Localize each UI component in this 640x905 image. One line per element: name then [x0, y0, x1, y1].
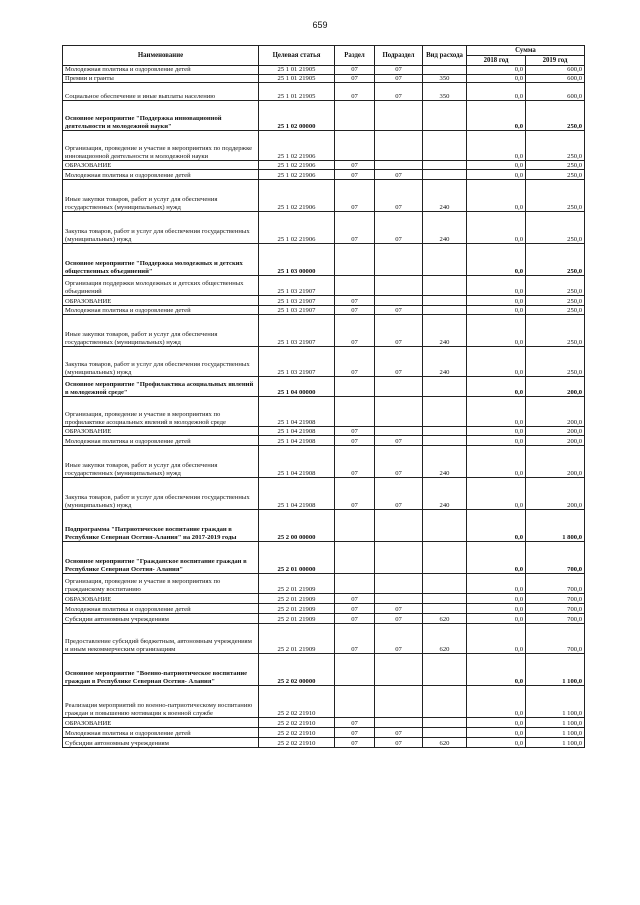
cell-section	[335, 542, 375, 574]
cell-subsection: 07	[375, 478, 423, 510]
cell-section	[335, 377, 375, 397]
cell-expense-type	[423, 276, 467, 296]
cell-expense-type	[423, 718, 467, 728]
cell-target-code: 25 1 02 21906	[259, 212, 335, 244]
cell-sum-2019: 700,0	[526, 614, 585, 624]
table-row	[63, 718, 585, 728]
cell-section	[335, 654, 375, 686]
cell-sum-2019: 1 100,0	[526, 654, 585, 686]
header-sum: Сумма	[467, 46, 585, 56]
cell-sum-2018: 0,0	[467, 74, 526, 83]
cell-expense-type	[423, 436, 467, 446]
cell-name: Молодежная политика и оздоровление детей	[63, 436, 259, 446]
cell-sum-2018: 0,0	[467, 427, 526, 436]
cell-name: Основное мероприятие "Профилактика асоциальных явлений в молодежной среде"	[63, 377, 259, 397]
cell-name: ОБРАЗОВАНИЕ	[63, 427, 259, 436]
cell-sum-2018: 0,0	[467, 542, 526, 574]
cell-section	[335, 276, 375, 296]
cell-name: ОБРАЗОВАНИЕ	[63, 594, 259, 604]
cell-sum-2018: 0,0	[467, 718, 526, 728]
cell-subsection: 07	[375, 170, 423, 180]
cell-sum-2018: 0,0	[467, 510, 526, 542]
cell-expense-type: 620	[423, 614, 467, 624]
cell-sum-2018: 0,0	[467, 66, 526, 75]
cell-name: Молодежная политика и оздоровление детей	[63, 66, 259, 75]
header-code: Целевая статья	[259, 46, 335, 66]
cell-section: 07	[335, 180, 375, 212]
cell-sum-2019: 1 100,0	[526, 738, 585, 748]
cell-sum-2019: 200,0	[526, 478, 585, 510]
cell-expense-type	[423, 377, 467, 397]
cell-section	[335, 131, 375, 161]
cell-name: Закупка товаров, работ и услуг для обеспечения государственных (муниципальных) нужд	[63, 478, 259, 510]
cell-subsection: 07	[375, 74, 423, 83]
cell-sum-2018: 0,0	[467, 624, 526, 654]
cell-expense-type	[423, 161, 467, 170]
cell-target-code: 25 2 01 00000	[259, 542, 335, 574]
cell-sum-2018: 0,0	[467, 83, 526, 101]
cell-subsection	[375, 244, 423, 276]
cell-expense-type	[423, 306, 467, 315]
cell-subsection	[375, 542, 423, 574]
cell-sum-2019: 700,0	[526, 604, 585, 614]
cell-expense-type: 350	[423, 74, 467, 83]
cell-expense-type: 240	[423, 347, 467, 377]
table-row	[63, 276, 585, 296]
cell-subsection: 07	[375, 212, 423, 244]
cell-name: Закупка товаров, работ и услуг для обеспечения государственных (муниципальных) нужд	[63, 347, 259, 377]
cell-section: 07	[335, 718, 375, 728]
table-row	[63, 377, 585, 397]
cell-target-code: 25 1 02 21906	[259, 180, 335, 212]
cell-section: 07	[335, 170, 375, 180]
cell-section: 07	[335, 614, 375, 624]
cell-sum-2018: 0,0	[467, 377, 526, 397]
table-row	[63, 347, 585, 377]
cell-expense-type	[423, 542, 467, 574]
cell-sum-2018: 0,0	[467, 244, 526, 276]
cell-name: Подпрограмма "Патриотическое воспитание граждан в Республике Северная Осетия-Алания" на 2017-2019 годы	[63, 510, 259, 542]
cell-section: 07	[335, 74, 375, 83]
cell-sum-2018: 0,0	[467, 161, 526, 170]
cell-expense-type: 240	[423, 478, 467, 510]
cell-subsection	[375, 296, 423, 306]
cell-subsection: 07	[375, 66, 423, 75]
cell-sum-2019: 250,0	[526, 296, 585, 306]
cell-sum-2019: 250,0	[526, 347, 585, 377]
table-row	[63, 74, 585, 83]
cell-sum-2018: 0,0	[467, 654, 526, 686]
cell-sum-2019: 200,0	[526, 446, 585, 478]
cell-sum-2018: 0,0	[467, 436, 526, 446]
cell-name: Основное мероприятие "Гражданское воспитание граждан в Республике Северная Осетия- Алания"	[63, 542, 259, 574]
cell-section	[335, 574, 375, 594]
cell-name: Закупка товаров, работ и услуг для обеспечения государственных (муниципальных) нужд	[63, 212, 259, 244]
cell-section	[335, 686, 375, 718]
cell-expense-type	[423, 131, 467, 161]
cell-sum-2019: 600,0	[526, 66, 585, 75]
cell-target-code: 25 1 04 21908	[259, 397, 335, 427]
table-body	[63, 66, 585, 748]
cell-subsection	[375, 654, 423, 686]
cell-expense-type	[423, 170, 467, 180]
cell-target-code: 25 1 03 21907	[259, 347, 335, 377]
cell-section: 07	[335, 66, 375, 75]
cell-subsection: 07	[375, 83, 423, 101]
cell-subsection	[375, 686, 423, 718]
table-header	[63, 46, 585, 66]
cell-sum-2018: 0,0	[467, 594, 526, 604]
cell-section: 07	[335, 427, 375, 436]
cell-section: 07	[335, 728, 375, 738]
header-section: Раздел	[335, 46, 375, 66]
table-row	[63, 427, 585, 436]
cell-target-code: 25 1 04 21908	[259, 436, 335, 446]
cell-target-code: 25 1 03 21907	[259, 296, 335, 306]
cell-sum-2019: 1 100,0	[526, 718, 585, 728]
cell-expense-type	[423, 397, 467, 427]
budget-table	[62, 45, 585, 748]
cell-section: 07	[335, 315, 375, 347]
table-row	[63, 131, 585, 161]
cell-target-code: 25 1 02 21906	[259, 161, 335, 170]
cell-sum-2019: 1 800,0	[526, 510, 585, 542]
cell-section: 07	[335, 446, 375, 478]
cell-sum-2018: 0,0	[467, 574, 526, 594]
cell-subsection	[375, 377, 423, 397]
cell-sum-2018: 0,0	[467, 614, 526, 624]
cell-expense-type: 240	[423, 315, 467, 347]
cell-expense-type: 240	[423, 180, 467, 212]
cell-sum-2019: 250,0	[526, 101, 585, 131]
cell-target-code: 25 1 03 21907	[259, 276, 335, 296]
table-row	[63, 738, 585, 748]
cell-name: ОБРАЗОВАНИЕ	[63, 296, 259, 306]
cell-name: Субсидии автономным учреждениям	[63, 738, 259, 748]
table-row	[63, 604, 585, 614]
cell-sum-2019: 250,0	[526, 315, 585, 347]
cell-section: 07	[335, 604, 375, 614]
cell-sum-2019: 250,0	[526, 180, 585, 212]
table-row	[63, 161, 585, 170]
cell-sum-2019: 600,0	[526, 74, 585, 83]
cell-name: Иные закупки товаров, работ и услуг для обеспечения государственных (муниципальных) нужд	[63, 315, 259, 347]
cell-expense-type: 240	[423, 212, 467, 244]
cell-target-code: 25 2 02 21910	[259, 718, 335, 728]
cell-sum-2019: 200,0	[526, 377, 585, 397]
cell-name: ОБРАЗОВАНИЕ	[63, 161, 259, 170]
cell-subsection: 07	[375, 614, 423, 624]
cell-sum-2018: 0,0	[467, 306, 526, 315]
cell-sum-2018: 0,0	[467, 276, 526, 296]
cell-target-code: 25 2 01 21909	[259, 594, 335, 604]
cell-sum-2019: 250,0	[526, 170, 585, 180]
cell-name: Организация, проведение и участие в мероприятиях по профилактике асоциальных явлений в молодежной среде	[63, 397, 259, 427]
cell-name: Организация поддержки молодежных и детских общественных объединений	[63, 276, 259, 296]
cell-subsection: 07	[375, 180, 423, 212]
cell-subsection: 07	[375, 306, 423, 315]
table-row	[63, 66, 585, 75]
cell-expense-type	[423, 101, 467, 131]
cell-name: Молодежная политика и оздоровление детей	[63, 306, 259, 315]
table-row	[63, 244, 585, 276]
cell-name: Организация, проведение и участие в мероприятиях по гражданскому воспитанию	[63, 574, 259, 594]
cell-subsection: 07	[375, 436, 423, 446]
cell-subsection: 07	[375, 315, 423, 347]
cell-sum-2019: 700,0	[526, 624, 585, 654]
table-row	[63, 542, 585, 574]
cell-sum-2018: 0,0	[467, 212, 526, 244]
cell-sum-2019: 250,0	[526, 306, 585, 315]
cell-name: Реализация мероприятий по военно-патриотическому воспитанию граждан и повышению мотивации к военной службе	[63, 686, 259, 718]
cell-section: 07	[335, 624, 375, 654]
header-subsection: Подраздел	[375, 46, 423, 66]
cell-target-code: 25 1 01 21905	[259, 66, 335, 75]
table-row	[63, 296, 585, 306]
cell-target-code: 25 1 01 21905	[259, 83, 335, 101]
header-vid: Вид расхода	[423, 46, 467, 66]
table-row	[63, 686, 585, 718]
cell-sum-2018: 0,0	[467, 315, 526, 347]
cell-section: 07	[335, 436, 375, 446]
table-row	[63, 728, 585, 738]
cell-target-code: 25 2 02 21910	[259, 728, 335, 738]
table-row	[63, 170, 585, 180]
cell-sum-2019: 1 100,0	[526, 686, 585, 718]
cell-subsection	[375, 427, 423, 436]
table-row	[63, 614, 585, 624]
table-row	[63, 306, 585, 315]
cell-name: ОБРАЗОВАНИЕ	[63, 718, 259, 728]
cell-sum-2018: 0,0	[467, 101, 526, 131]
table-row	[63, 101, 585, 131]
cell-subsection	[375, 161, 423, 170]
table-row	[63, 180, 585, 212]
cell-sum-2019: 600,0	[526, 83, 585, 101]
table-row	[63, 510, 585, 542]
cell-sum-2019: 250,0	[526, 276, 585, 296]
cell-target-code: 25 1 04 21908	[259, 478, 335, 510]
cell-sum-2018: 0,0	[467, 686, 526, 718]
cell-section	[335, 510, 375, 542]
cell-subsection	[375, 131, 423, 161]
cell-name: Основное мероприятие "Военно-патриотическое воспитание граждан в Республике Северная Осетия- Алания"	[63, 654, 259, 686]
cell-target-code: 25 2 00 00000	[259, 510, 335, 542]
cell-target-code: 25 2 01 21909	[259, 624, 335, 654]
cell-sum-2018: 0,0	[467, 728, 526, 738]
cell-target-code: 25 1 02 21906	[259, 170, 335, 180]
cell-expense-type	[423, 244, 467, 276]
cell-target-code: 25 2 02 21910	[259, 738, 335, 748]
cell-target-code: 25 1 02 00000	[259, 101, 335, 131]
cell-sum-2019: 700,0	[526, 574, 585, 594]
cell-sum-2018: 0,0	[467, 604, 526, 614]
table-row	[63, 83, 585, 101]
cell-section: 07	[335, 347, 375, 377]
header-name: Наименование	[63, 46, 259, 66]
cell-target-code: 25 2 01 21909	[259, 614, 335, 624]
cell-sum-2018: 0,0	[467, 446, 526, 478]
cell-sum-2018: 0,0	[467, 131, 526, 161]
cell-target-code: 25 1 03 00000	[259, 244, 335, 276]
cell-sum-2018: 0,0	[467, 738, 526, 748]
cell-expense-type	[423, 654, 467, 686]
cell-name: Организация, проведение и участие в мероприятиях по поддержке инновационной деятельности и молодежной науки	[63, 131, 259, 161]
cell-sum-2018: 0,0	[467, 347, 526, 377]
cell-expense-type: 620	[423, 738, 467, 748]
cell-target-code: 25 1 02 21906	[259, 131, 335, 161]
cell-subsection	[375, 101, 423, 131]
cell-sum-2019: 700,0	[526, 542, 585, 574]
cell-name: Иные закупки товаров, работ и услуг для обеспечения государственных (муниципальных) нужд	[63, 446, 259, 478]
cell-sum-2019: 200,0	[526, 397, 585, 427]
cell-target-code: 25 2 01 21909	[259, 574, 335, 594]
page-number: 659	[312, 20, 328, 30]
cell-sum-2018: 0,0	[467, 397, 526, 427]
cell-section	[335, 397, 375, 427]
cell-target-code: 25 2 02 21910	[259, 686, 335, 718]
cell-expense-type: 350	[423, 83, 467, 101]
cell-target-code: 25 2 01 21909	[259, 604, 335, 614]
cell-sum-2019: 250,0	[526, 131, 585, 161]
cell-section: 07	[335, 212, 375, 244]
cell-subsection: 07	[375, 624, 423, 654]
cell-subsection	[375, 397, 423, 427]
cell-section: 07	[335, 594, 375, 604]
cell-subsection: 07	[375, 347, 423, 377]
table-row	[63, 315, 585, 347]
cell-name: Молодежная политика и оздоровление детей	[63, 170, 259, 180]
cell-expense-type	[423, 427, 467, 436]
cell-subsection	[375, 718, 423, 728]
cell-subsection	[375, 574, 423, 594]
cell-name: Иные закупки товаров, работ и услуг для обеспечения государственных (муниципальных) нужд	[63, 180, 259, 212]
cell-subsection	[375, 594, 423, 604]
cell-subsection: 07	[375, 446, 423, 478]
cell-name: Молодежная политика и оздоровление детей	[63, 604, 259, 614]
cell-subsection: 07	[375, 604, 423, 614]
cell-sum-2019: 700,0	[526, 594, 585, 604]
cell-target-code: 25 1 04 21908	[259, 427, 335, 436]
header-2018: 2018 год	[467, 56, 526, 66]
cell-name: Социальное обеспечение и иные выплаты населению	[63, 83, 259, 101]
table-row	[63, 654, 585, 686]
cell-sum-2018: 0,0	[467, 478, 526, 510]
cell-expense-type	[423, 594, 467, 604]
table-row	[63, 574, 585, 594]
cell-expense-type: 620	[423, 624, 467, 654]
cell-target-code: 25 1 03 21907	[259, 315, 335, 347]
table-row	[63, 624, 585, 654]
table-row	[63, 397, 585, 427]
header-2019: 2019 год	[526, 56, 585, 66]
cell-target-code: 25 1 04 21908	[259, 446, 335, 478]
cell-section: 07	[335, 306, 375, 315]
cell-name: Премии и гранты	[63, 74, 259, 83]
cell-name: Предоставление субсидий бюджетным, автономным учреждениям и иным некоммерческим организациям	[63, 624, 259, 654]
cell-expense-type	[423, 728, 467, 738]
cell-expense-type	[423, 510, 467, 542]
cell-section: 07	[335, 83, 375, 101]
cell-sum-2019: 1 100,0	[526, 728, 585, 738]
cell-expense-type	[423, 574, 467, 594]
cell-subsection: 07	[375, 738, 423, 748]
cell-subsection	[375, 276, 423, 296]
cell-sum-2019: 250,0	[526, 161, 585, 170]
cell-section: 07	[335, 738, 375, 748]
cell-sum-2018: 0,0	[467, 296, 526, 306]
cell-sum-2019: 200,0	[526, 427, 585, 436]
table-row	[63, 212, 585, 244]
cell-target-code: 25 1 03 21907	[259, 306, 335, 315]
cell-name: Основное мероприятие "Поддержка молодежных и детских общественных объединений"	[63, 244, 259, 276]
cell-sum-2019: 250,0	[526, 244, 585, 276]
cell-name: Основное мероприятие "Поддержка инновационной деятельности и молодежной науки"	[63, 101, 259, 131]
cell-section	[335, 244, 375, 276]
cell-section: 07	[335, 478, 375, 510]
cell-expense-type	[423, 604, 467, 614]
cell-section: 07	[335, 296, 375, 306]
cell-expense-type: 240	[423, 446, 467, 478]
cell-sum-2018: 0,0	[467, 180, 526, 212]
cell-sum-2019: 250,0	[526, 212, 585, 244]
cell-target-code: 25 1 04 00000	[259, 377, 335, 397]
cell-sum-2018: 0,0	[467, 170, 526, 180]
table-row	[63, 478, 585, 510]
table-row	[63, 436, 585, 446]
table-row	[63, 446, 585, 478]
cell-expense-type	[423, 66, 467, 75]
cell-section	[335, 101, 375, 131]
cell-name: Молодежная политика и оздоровление детей	[63, 728, 259, 738]
cell-subsection: 07	[375, 728, 423, 738]
table-row	[63, 594, 585, 604]
cell-section: 07	[335, 161, 375, 170]
cell-sum-2019: 200,0	[526, 436, 585, 446]
cell-subsection	[375, 510, 423, 542]
cell-expense-type	[423, 686, 467, 718]
cell-name: Субсидии автономным учреждениям	[63, 614, 259, 624]
cell-target-code: 25 2 02 00000	[259, 654, 335, 686]
cell-expense-type	[423, 296, 467, 306]
cell-target-code: 25 1 01 21905	[259, 74, 335, 83]
